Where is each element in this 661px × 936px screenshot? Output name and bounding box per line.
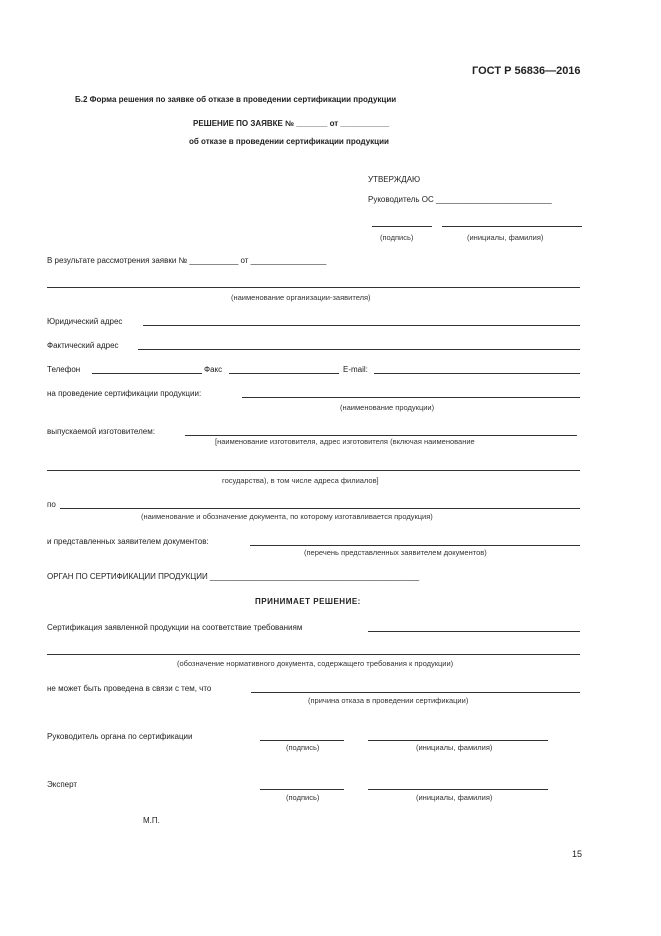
result-line: В результате рассмотрения заявки № ___________ от _________________ [47, 256, 327, 265]
email-label: E-mail: [343, 365, 368, 374]
expert-signature-caption: (подпись) [286, 793, 320, 802]
fax-line [229, 373, 339, 374]
manufacturer-label: выпускаемой изготовителем: [47, 427, 155, 436]
phone-line [92, 373, 202, 374]
presented-docs-label: и представленных заявителем документов: [47, 537, 209, 546]
reason-line [251, 692, 580, 693]
organization-line [47, 287, 580, 288]
document-line [60, 508, 580, 509]
approve-signature-line [372, 226, 432, 227]
phone-label: Телефон [47, 365, 81, 374]
head-os-line: Руководитель ОС __________________________ [368, 195, 552, 204]
decision-subtitle: об отказе в проведении сертификации продукции [189, 137, 389, 146]
normative-caption: (обозначение нормативного документа, содержащего требования к продукции) [177, 659, 454, 668]
by-label: по [47, 500, 56, 509]
approve-initials-caption: (инициалы, фамилия) [467, 233, 544, 242]
expert-signature-line [260, 789, 344, 790]
page-number: 15 [572, 849, 583, 859]
stamp-label: М.П. [143, 816, 160, 825]
head-initials-caption: (инициалы, фамилия) [416, 743, 493, 752]
manufacturer-caption-2: государства), в том числе адреса филиалов] [222, 476, 379, 485]
legal-address-label: Юридический адрес [47, 317, 123, 326]
requirements-line [368, 631, 580, 632]
expert-initials-line [368, 789, 548, 790]
head-signature-line [260, 740, 344, 741]
approve-initials-line [442, 226, 582, 227]
cannot-text: не может быть проведена в связи с тем, что [47, 684, 212, 693]
presented-docs-line [250, 545, 580, 546]
head-label: Руководитель органа по сертификации [47, 732, 193, 741]
decision-title: РЕШЕНИЕ ПО ЗАЯВКЕ № _______ от ___________ [193, 119, 390, 128]
manufacturer-line-2 [47, 470, 580, 471]
document-caption: (наименование и обозначение документа, по которому изготавливается продукция) [141, 512, 433, 521]
organization-caption: (наименование организации-заявителя) [231, 293, 371, 302]
certification-text: Сертификация заявленной продукции на соответствие требованиям [47, 623, 303, 632]
approve-signature-caption: (подпись) [380, 233, 414, 242]
expert-initials-caption: (инициалы, фамилия) [416, 793, 493, 802]
section-title: Б.2 Форма решения по заявке об отказе в проведении сертификации продукции [75, 95, 397, 104]
head-signature-caption: (подпись) [286, 743, 320, 752]
normative-line [47, 654, 580, 655]
manufacturer-caption-1: [наименование изготовителя, адрес изготовителя (включая наименование [215, 437, 475, 446]
approve-label: УТВЕРЖДАЮ [368, 175, 421, 184]
fax-label: Факс [204, 365, 223, 374]
actual-address-line [138, 349, 580, 350]
decision-heading: ПРИНИМАЕТ РЕШЕНИЕ: [255, 597, 361, 606]
email-line [374, 373, 580, 374]
product-line [242, 397, 580, 398]
actual-address-label: Фактический адрес [47, 341, 119, 350]
certification-body-line: ОРГАН ПО СЕРТИФИКАЦИИ ПРОДУКЦИИ _______________________________________________ [47, 572, 420, 581]
certification-for-label: на проведение сертификации продукции: [47, 389, 202, 398]
standard-number: ГОСТ Р 56836—2016 [472, 65, 581, 77]
manufacturer-line [185, 435, 577, 436]
expert-label: Эксперт [47, 780, 78, 789]
reason-caption: (причина отказа в проведении сертификации) [308, 696, 469, 705]
presented-docs-caption: (перечень представленных заявителем документов) [304, 548, 487, 557]
legal-address-line [143, 325, 580, 326]
head-initials-line [368, 740, 548, 741]
product-caption: (наименование продукции) [340, 403, 435, 412]
